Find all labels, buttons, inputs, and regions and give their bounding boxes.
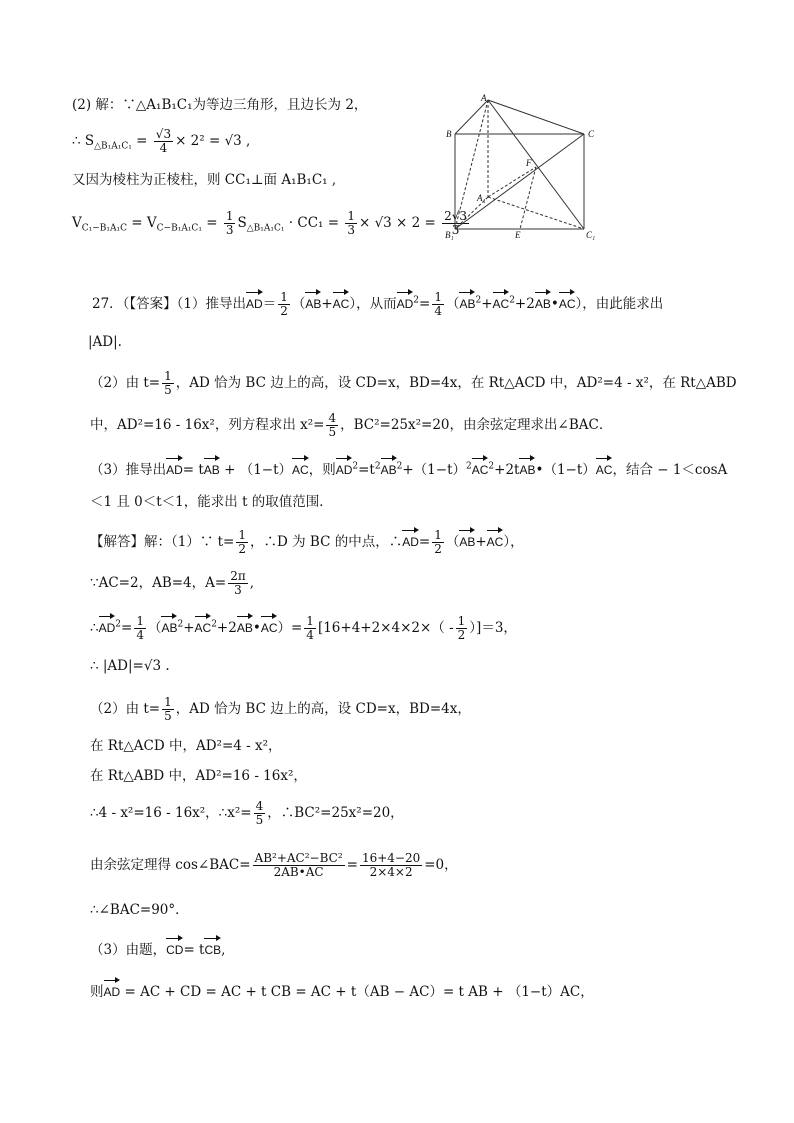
numerator: 4 — [328, 411, 337, 425]
fraction — [432, 291, 444, 318]
fraction — [162, 370, 174, 397]
vector-AC: AC — [487, 528, 504, 552]
q27-answer-part3-line2 — [90, 492, 333, 512]
edge-A1F — [488, 167, 536, 197]
solution-part2-line5: 由余弦定理得 cos∠BAC= $\frac{\text{AB²+AC²−BC²}}{2AB•AC}$ = $\frac{16+4-20}{2\times 4\times 2}$ =0， — [90, 851, 458, 879]
text: 【解答】解：（1）∵ t= — [90, 534, 235, 550]
text: ，从而 — [356, 296, 397, 312]
text: （ — [147, 620, 162, 636]
solution-part3-line2 — [90, 978, 594, 1002]
fraction — [326, 412, 338, 439]
solution-part2-line4 — [90, 800, 404, 827]
text: ∴4 - x²=16 - 16x²，∴x²= — [90, 805, 252, 821]
q27-answer-line1: 27．（【答案】（1）推导出AD＝ $\frac{1}{2}$ （AB+AC），从而$AD^2=$ $\frac{1}{4}$ $(AB^2+AC^2+2AB•AC)$，由此能求出 — [92, 290, 664, 318]
label-B: B — [446, 129, 452, 139]
denominator: 2 — [457, 628, 466, 642]
prism-figure — [442, 92, 612, 242]
text: |AD|. — [88, 334, 122, 350]
q27-answer-part2-line1 — [90, 370, 737, 397]
solution-part2-line3 — [90, 766, 307, 786]
solution-part2-line6 — [90, 900, 189, 920]
text: ）]＝3， — [469, 620, 517, 636]
text: 则 — [90, 984, 104, 1000]
fraction — [154, 128, 173, 155]
numerator: 16+4−20 — [361, 851, 421, 865]
text: + （1−t） — [219, 462, 293, 478]
numerator: 4 — [255, 799, 264, 813]
label-A: A — [481, 93, 487, 103]
text: ）， — [503, 534, 524, 550]
numerator: 1 — [225, 209, 234, 223]
label-E: E — [515, 230, 521, 240]
solution-part2-line2 — [90, 736, 282, 756]
numerator: 1 — [434, 528, 442, 542]
vector-AD: AD — [246, 290, 263, 314]
edge-AB — [455, 100, 488, 134]
numerator: AB²+AC²−BC² — [254, 851, 343, 865]
text: = — [201, 215, 222, 231]
fraction — [432, 529, 444, 556]
fraction — [278, 291, 290, 318]
text: ，AD 恰为 BC 边上的高，设 CD=x，BD=4x， — [175, 701, 471, 717]
text: × 2² = √3 , — [175, 133, 251, 149]
label-A1: A₁ — [477, 193, 486, 203]
numerator: 1 — [238, 528, 247, 542]
text: = V — [127, 215, 157, 231]
label-C1: C₁ — [586, 230, 596, 240]
text: 由余弦定理得 cos∠BAC= — [90, 857, 251, 873]
vector-AC: AC — [472, 456, 489, 480]
vector-AD: AD — [397, 290, 414, 314]
edge-AC1 — [488, 100, 584, 229]
subscript: C₁−B₁A₁C — [81, 223, 128, 234]
text: S — [237, 215, 247, 231]
solution-line1: 【解答】解：（1）∵ t= $\frac{1}{2}$ ，∴D 为 BC 的中点，∴AD= $\frac{1}{2}$ （AB+AC）， — [90, 528, 524, 556]
text: = t — [183, 942, 205, 958]
edge-FE — [520, 167, 536, 229]
solution-line2: ∵AC=2，AB=4，A= $\frac{2\pi}{3}$ , — [90, 569, 255, 597]
numerator: 1 — [136, 614, 144, 628]
text: （2）由 t= — [90, 375, 161, 391]
text: ∴ |AD|=√3 . — [90, 658, 170, 674]
denominator: 2 — [238, 542, 247, 556]
subscript: △B₁A₁C₁ — [246, 223, 285, 234]
text: ，AD 恰为 BC 边上的高，设 CD=x，BD=4x，在 Rt△ACD 中，AD²=4 - x²，在 Rt△ABD — [175, 375, 737, 391]
fraction — [304, 615, 316, 642]
vector-AC: AC — [292, 456, 309, 480]
fraction — [228, 570, 248, 597]
vector-AD: AD — [336, 456, 353, 480]
denominator: 2AB•AC — [273, 865, 324, 879]
vector-AC: AC — [596, 456, 613, 480]
denominator: 5 — [328, 425, 337, 439]
text: ，BC²=25x²=20，由余弦定理求出∠BAC． — [340, 417, 613, 433]
edge-A1C1 — [488, 197, 584, 229]
text: ∵AC=2，AB=4，A= — [90, 575, 227, 591]
numerator: 1 — [434, 290, 442, 304]
fraction — [162, 696, 174, 723]
text: ，∴D 为 BC 的中点，∴ — [250, 534, 403, 550]
text: （3）推导出 — [90, 462, 167, 478]
vector-AB: AB — [237, 614, 253, 638]
numerator: 1 — [347, 209, 355, 223]
text: ，由此能求出 — [582, 296, 664, 312]
denominator: 3 — [451, 223, 460, 237]
numerator: 1 — [457, 614, 466, 628]
text: 在 Rt△ABD 中，AD²=16 - 16x²， — [90, 768, 307, 784]
fraction — [236, 529, 248, 556]
vector-AD: AD — [166, 456, 183, 480]
text: ∴∠BAC=90°． — [90, 902, 189, 918]
label-C: C — [588, 129, 595, 139]
solution-part2-line1 — [90, 696, 471, 723]
fraction — [456, 615, 468, 642]
solution-line3: $\therefore AD^2=$ $\frac{1}{4}$ $(AB^2+AC^2+2AB•AC)=$ $\frac{1}{4}$ [16+4+2×4×2×（ - $\frac{1}{2}$ ）]＝3， — [90, 614, 517, 642]
numerator: 1 — [164, 695, 172, 709]
denominator: 3 — [347, 223, 355, 237]
numerator: 1 — [306, 614, 314, 628]
denominator: 5 — [255, 813, 264, 827]
fraction — [345, 210, 357, 237]
vector-AD: AD — [99, 614, 116, 638]
fraction — [134, 615, 146, 642]
text: 又因为棱柱为正棱柱，则 CC₁⊥面 A₁B₁C₁ , — [72, 172, 337, 188]
fraction — [224, 210, 236, 237]
denominator: 4 — [159, 141, 168, 155]
vector-AC: AC — [195, 614, 212, 638]
text: ，∴BC²=25x²=20， — [267, 805, 404, 821]
q27-answer-part2-line2 — [90, 412, 612, 439]
vector-AD: AD — [104, 978, 121, 1002]
denominator: 2×4×2 — [369, 865, 413, 879]
numerator: 2π — [230, 569, 246, 583]
text: ，则 — [308, 462, 336, 478]
text: 中，AD²=16 - 16x²，列方程求出 x²= — [90, 417, 325, 433]
part2-line2 — [72, 128, 250, 157]
numerator: 1 — [164, 369, 172, 383]
denominator: 5 — [164, 383, 172, 397]
vector-CD: CD — [166, 936, 183, 960]
text: = t — [182, 462, 204, 478]
vector-AB: AB — [204, 456, 220, 480]
fraction — [253, 852, 345, 879]
text: 27．（【答案】（1）推导出 — [92, 296, 247, 312]
edge-AB1 — [455, 100, 488, 229]
fraction — [254, 800, 266, 827]
text: （2）由 t= — [90, 701, 161, 717]
numerator: √3 — [155, 127, 172, 141]
denominator: 3 — [225, 223, 234, 237]
text: V — [72, 215, 82, 231]
vector-AD: AD — [402, 528, 419, 552]
denominator: 4 — [434, 304, 442, 318]
vector-CB: CB — [204, 936, 221, 960]
fraction — [360, 852, 422, 879]
vector-AB: AB — [381, 456, 397, 480]
part2-line1 — [72, 95, 367, 115]
text: ∴ S — [72, 133, 95, 149]
text: = AC + CD = AC + t CB = AC + t（AB − AC）= t AB + （1−t）AC， — [120, 984, 594, 1000]
numerator: 2√3 — [444, 209, 468, 223]
subscript: C−B₁A₁C₁ — [156, 223, 202, 234]
denominator: 2 — [280, 304, 288, 318]
vector-AB: AB — [161, 614, 177, 638]
text: ∴ — [90, 620, 99, 636]
text: =0， — [424, 857, 458, 873]
text: ＜1 且 0＜t＜1，能求出 t 的取值范围． — [90, 494, 333, 510]
text: ，结合 − 1＜cosA — [612, 462, 728, 478]
denominator: 5 — [164, 709, 172, 723]
vector-AC: AC — [261, 614, 278, 638]
edge-AC — [488, 100, 584, 134]
vector-AB: AB — [519, 456, 535, 480]
text: × √3 × 2 = — [358, 215, 441, 231]
text: · CC₁ = — [284, 215, 344, 231]
denominator: 4 — [306, 628, 314, 642]
label-F: F — [526, 158, 532, 168]
vector-AB: AB — [459, 290, 475, 314]
part2-line3 — [72, 170, 336, 190]
text: (2) 解：∵△A₁B₁C₁为等边三角形，且边长为 2， — [72, 97, 368, 113]
q27-answer-part3-line1: （3）推导出AD= tAB + （1−t）AC，则$AD^2=t^2AB^2+(1-t)^2AC^2+2tAB•(1-t)AC$，结合 − 1＜cosA — [90, 456, 727, 480]
numerator: 1 — [280, 290, 288, 304]
vector-AB: AB — [305, 290, 321, 314]
solution-part3-line1: （3）由题，CD= tCB, — [90, 936, 225, 960]
subscript: △B₁A₁C₁ — [94, 141, 132, 152]
vector-AC: AC — [559, 290, 576, 314]
q27-answer-line2 — [88, 332, 122, 352]
vector-AB: AB — [535, 290, 551, 314]
denominator: 4 — [136, 628, 144, 642]
vector-AB: AB — [459, 528, 475, 552]
solution-line4 — [90, 656, 170, 676]
vector-AC: AC — [333, 290, 350, 314]
text: ＝ — [262, 296, 277, 312]
edge-B1C — [455, 134, 584, 229]
denominator: 2 — [434, 542, 442, 556]
text: （ — [445, 534, 460, 550]
text: （3）由题， — [90, 942, 167, 958]
vector-AC: AC — [493, 290, 510, 314]
text: [16+4+2×4×2×（ - — [317, 620, 454, 636]
denominator: 3 — [234, 583, 242, 597]
text: 在 Rt△ACD 中，AD²=4 - x²， — [90, 738, 282, 754]
label-B1: B₁ — [445, 230, 454, 240]
part2-line4 — [72, 210, 471, 239]
text: = — [131, 133, 152, 149]
